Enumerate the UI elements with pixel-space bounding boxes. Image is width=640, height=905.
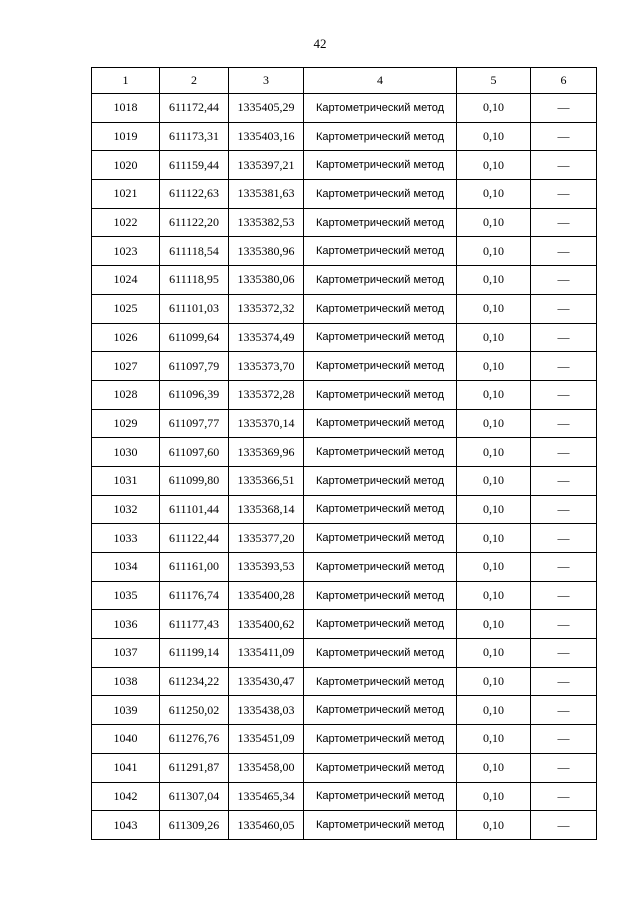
y-coordinate-cell: 1335411,09 bbox=[229, 639, 304, 668]
y-coordinate-cell: 1335382,53 bbox=[229, 208, 304, 237]
method-cell: Картометрический метод bbox=[304, 610, 457, 639]
accuracy-cell: 0,10 bbox=[457, 639, 531, 668]
x-coordinate-cell: 611097,60 bbox=[160, 438, 229, 467]
x-coordinate-cell: 611097,79 bbox=[160, 352, 229, 381]
point-number-cell: 1024 bbox=[92, 266, 160, 295]
method-cell: Картометрический метод bbox=[304, 409, 457, 438]
note-cell: — bbox=[531, 782, 597, 811]
point-number-cell: 1027 bbox=[92, 352, 160, 381]
table-row bbox=[92, 466, 597, 495]
point-number-cell: 1034 bbox=[92, 553, 160, 582]
note-cell: — bbox=[531, 94, 597, 123]
method-cell: Картометрический метод bbox=[304, 524, 457, 553]
method-cell: Картометрический метод bbox=[304, 352, 457, 381]
accuracy-cell: 0,10 bbox=[457, 581, 531, 610]
y-coordinate-cell: 1335405,29 bbox=[229, 94, 304, 123]
point-number-cell: 1022 bbox=[92, 208, 160, 237]
column-header: 5 bbox=[457, 68, 531, 94]
table-header-row bbox=[92, 68, 597, 94]
note-cell: — bbox=[531, 266, 597, 295]
y-coordinate-cell: 1335369,96 bbox=[229, 438, 304, 467]
table-row bbox=[92, 667, 597, 696]
method-cell: Картометрический метод bbox=[304, 753, 457, 782]
table-row bbox=[92, 495, 597, 524]
table-row bbox=[92, 237, 597, 266]
y-coordinate-cell: 1335380,96 bbox=[229, 237, 304, 266]
x-coordinate-cell: 611307,04 bbox=[160, 782, 229, 811]
y-coordinate-cell: 1335381,63 bbox=[229, 180, 304, 209]
method-cell: Картометрический метод bbox=[304, 725, 457, 754]
note-cell: — bbox=[531, 294, 597, 323]
note-cell: — bbox=[531, 610, 597, 639]
point-number-cell: 1018 bbox=[92, 94, 160, 123]
point-number-cell: 1021 bbox=[92, 180, 160, 209]
method-cell: Картометрический метод bbox=[304, 438, 457, 467]
accuracy-cell: 0,10 bbox=[457, 753, 531, 782]
method-cell: Картометрический метод bbox=[304, 380, 457, 409]
accuracy-cell: 0,10 bbox=[457, 151, 531, 180]
x-coordinate-cell: 611176,74 bbox=[160, 581, 229, 610]
y-coordinate-cell: 1335373,70 bbox=[229, 352, 304, 381]
y-coordinate-cell: 1335372,28 bbox=[229, 380, 304, 409]
accuracy-cell: 0,10 bbox=[457, 811, 531, 840]
note-cell: — bbox=[531, 180, 597, 209]
accuracy-cell: 0,10 bbox=[457, 610, 531, 639]
note-cell: — bbox=[531, 122, 597, 151]
point-number-cell: 1033 bbox=[92, 524, 160, 553]
x-coordinate-cell: 611159,44 bbox=[160, 151, 229, 180]
coordinates-table bbox=[91, 67, 597, 840]
point-number-cell: 1030 bbox=[92, 438, 160, 467]
y-coordinate-cell: 1335374,49 bbox=[229, 323, 304, 352]
method-cell: Картометрический метод bbox=[304, 237, 457, 266]
y-coordinate-cell: 1335377,20 bbox=[229, 524, 304, 553]
table-row bbox=[92, 438, 597, 467]
y-coordinate-cell: 1335400,28 bbox=[229, 581, 304, 610]
table-row bbox=[92, 524, 597, 553]
accuracy-cell: 0,10 bbox=[457, 409, 531, 438]
column-header: 2 bbox=[160, 68, 229, 94]
table-row bbox=[92, 266, 597, 295]
note-cell: — bbox=[531, 667, 597, 696]
accuracy-cell: 0,10 bbox=[457, 466, 531, 495]
method-cell: Картометрический метод bbox=[304, 151, 457, 180]
method-cell: Картометрический метод bbox=[304, 811, 457, 840]
note-cell: — bbox=[531, 323, 597, 352]
table-body bbox=[92, 94, 597, 840]
method-cell: Картометрический метод bbox=[304, 180, 457, 209]
point-number-cell: 1032 bbox=[92, 495, 160, 524]
x-coordinate-cell: 611172,44 bbox=[160, 94, 229, 123]
accuracy-cell: 0,10 bbox=[457, 725, 531, 754]
accuracy-cell: 0,10 bbox=[457, 553, 531, 582]
accuracy-cell: 0,10 bbox=[457, 524, 531, 553]
y-coordinate-cell: 1335438,03 bbox=[229, 696, 304, 725]
method-cell: Картометрический метод bbox=[304, 323, 457, 352]
x-coordinate-cell: 611101,03 bbox=[160, 294, 229, 323]
column-header: 3 bbox=[229, 68, 304, 94]
x-coordinate-cell: 611173,31 bbox=[160, 122, 229, 151]
table-row bbox=[92, 610, 597, 639]
accuracy-cell: 0,10 bbox=[457, 180, 531, 209]
column-header: 6 bbox=[531, 68, 597, 94]
note-cell: — bbox=[531, 352, 597, 381]
accuracy-cell: 0,10 bbox=[457, 294, 531, 323]
table-row bbox=[92, 696, 597, 725]
method-cell: Картометрический метод bbox=[304, 208, 457, 237]
x-coordinate-cell: 611101,44 bbox=[160, 495, 229, 524]
table-row bbox=[92, 639, 597, 668]
point-number-cell: 1037 bbox=[92, 639, 160, 668]
note-cell: — bbox=[531, 380, 597, 409]
accuracy-cell: 0,10 bbox=[457, 782, 531, 811]
y-coordinate-cell: 1335368,14 bbox=[229, 495, 304, 524]
table-row bbox=[92, 409, 597, 438]
accuracy-cell: 0,10 bbox=[457, 696, 531, 725]
table-row bbox=[92, 180, 597, 209]
table-row bbox=[92, 782, 597, 811]
note-cell: — bbox=[531, 639, 597, 668]
x-coordinate-cell: 611122,63 bbox=[160, 180, 229, 209]
y-coordinate-cell: 1335400,62 bbox=[229, 610, 304, 639]
y-coordinate-cell: 1335465,34 bbox=[229, 782, 304, 811]
table-row bbox=[92, 94, 597, 123]
point-number-cell: 1039 bbox=[92, 696, 160, 725]
method-cell: Картометрический метод bbox=[304, 581, 457, 610]
accuracy-cell: 0,10 bbox=[457, 237, 531, 266]
note-cell: — bbox=[531, 438, 597, 467]
x-coordinate-cell: 611177,43 bbox=[160, 610, 229, 639]
point-number-cell: 1019 bbox=[92, 122, 160, 151]
point-number-cell: 1035 bbox=[92, 581, 160, 610]
method-cell: Картометрический метод bbox=[304, 696, 457, 725]
note-cell: — bbox=[531, 725, 597, 754]
note-cell: — bbox=[531, 237, 597, 266]
accuracy-cell: 0,10 bbox=[457, 208, 531, 237]
accuracy-cell: 0,10 bbox=[457, 380, 531, 409]
point-number-cell: 1031 bbox=[92, 466, 160, 495]
page-number: 42 bbox=[313, 36, 327, 51]
point-number-cell: 1043 bbox=[92, 811, 160, 840]
x-coordinate-cell: 611118,95 bbox=[160, 266, 229, 295]
y-coordinate-cell: 1335460,05 bbox=[229, 811, 304, 840]
method-cell: Картометрический метод bbox=[304, 639, 457, 668]
y-coordinate-cell: 1335380,06 bbox=[229, 266, 304, 295]
point-number-cell: 1020 bbox=[92, 151, 160, 180]
table-row bbox=[92, 352, 597, 381]
method-cell: Картометрический метод bbox=[304, 495, 457, 524]
note-cell: — bbox=[531, 753, 597, 782]
method-cell: Картометрический метод bbox=[304, 122, 457, 151]
accuracy-cell: 0,10 bbox=[457, 438, 531, 467]
point-number-cell: 1023 bbox=[92, 237, 160, 266]
point-number-cell: 1040 bbox=[92, 725, 160, 754]
table-row bbox=[92, 294, 597, 323]
table-row bbox=[92, 725, 597, 754]
accuracy-cell: 0,10 bbox=[457, 667, 531, 696]
x-coordinate-cell: 611122,44 bbox=[160, 524, 229, 553]
accuracy-cell: 0,10 bbox=[457, 94, 531, 123]
x-coordinate-cell: 611250,02 bbox=[160, 696, 229, 725]
point-number-cell: 1025 bbox=[92, 294, 160, 323]
y-coordinate-cell: 1335403,16 bbox=[229, 122, 304, 151]
x-coordinate-cell: 611122,20 bbox=[160, 208, 229, 237]
point-number-cell: 1041 bbox=[92, 753, 160, 782]
point-number-cell: 1029 bbox=[92, 409, 160, 438]
note-cell: — bbox=[531, 696, 597, 725]
accuracy-cell: 0,10 bbox=[457, 122, 531, 151]
x-coordinate-cell: 611118,54 bbox=[160, 237, 229, 266]
y-coordinate-cell: 1335397,21 bbox=[229, 151, 304, 180]
y-coordinate-cell: 1335458,00 bbox=[229, 753, 304, 782]
x-coordinate-cell: 611161,00 bbox=[160, 553, 229, 582]
note-cell: — bbox=[531, 495, 597, 524]
x-coordinate-cell: 611096,39 bbox=[160, 380, 229, 409]
accuracy-cell: 0,10 bbox=[457, 495, 531, 524]
table-row bbox=[92, 323, 597, 352]
table-row bbox=[92, 208, 597, 237]
note-cell: — bbox=[531, 553, 597, 582]
note-cell: — bbox=[531, 208, 597, 237]
x-coordinate-cell: 611097,77 bbox=[160, 409, 229, 438]
note-cell: — bbox=[531, 151, 597, 180]
x-coordinate-cell: 611099,80 bbox=[160, 466, 229, 495]
table-row bbox=[92, 151, 597, 180]
accuracy-cell: 0,10 bbox=[457, 323, 531, 352]
method-cell: Картометрический метод bbox=[304, 294, 457, 323]
column-header: 4 bbox=[304, 68, 457, 94]
note-cell: — bbox=[531, 466, 597, 495]
note-cell: — bbox=[531, 409, 597, 438]
y-coordinate-cell: 1335372,32 bbox=[229, 294, 304, 323]
x-coordinate-cell: 611199,14 bbox=[160, 639, 229, 668]
table-row bbox=[92, 753, 597, 782]
y-coordinate-cell: 1335370,14 bbox=[229, 409, 304, 438]
table-row bbox=[92, 811, 597, 840]
x-coordinate-cell: 611291,87 bbox=[160, 753, 229, 782]
note-cell: — bbox=[531, 811, 597, 840]
x-coordinate-cell: 611276,76 bbox=[160, 725, 229, 754]
point-number-cell: 1036 bbox=[92, 610, 160, 639]
table-row bbox=[92, 380, 597, 409]
x-coordinate-cell: 611234,22 bbox=[160, 667, 229, 696]
y-coordinate-cell: 1335430,47 bbox=[229, 667, 304, 696]
x-coordinate-cell: 611099,64 bbox=[160, 323, 229, 352]
note-cell: — bbox=[531, 581, 597, 610]
method-cell: Картометрический метод bbox=[304, 466, 457, 495]
accuracy-cell: 0,10 bbox=[457, 352, 531, 381]
table-row bbox=[92, 122, 597, 151]
note-cell: — bbox=[531, 524, 597, 553]
point-number-cell: 1038 bbox=[92, 667, 160, 696]
y-coordinate-cell: 1335393,53 bbox=[229, 553, 304, 582]
y-coordinate-cell: 1335366,51 bbox=[229, 466, 304, 495]
method-cell: Картометрический метод bbox=[304, 553, 457, 582]
method-cell: Картометрический метод bbox=[304, 266, 457, 295]
table-row bbox=[92, 581, 597, 610]
accuracy-cell: 0,10 bbox=[457, 266, 531, 295]
point-number-cell: 1026 bbox=[92, 323, 160, 352]
y-coordinate-cell: 1335451,09 bbox=[229, 725, 304, 754]
column-header: 1 bbox=[92, 68, 160, 94]
method-cell: Картометрический метод bbox=[304, 782, 457, 811]
point-number-cell: 1028 bbox=[92, 380, 160, 409]
point-number-cell: 1042 bbox=[92, 782, 160, 811]
method-cell: Картометрический метод bbox=[304, 667, 457, 696]
table-row bbox=[92, 553, 597, 582]
method-cell: Картометрический метод bbox=[304, 94, 457, 123]
x-coordinate-cell: 611309,26 bbox=[160, 811, 229, 840]
